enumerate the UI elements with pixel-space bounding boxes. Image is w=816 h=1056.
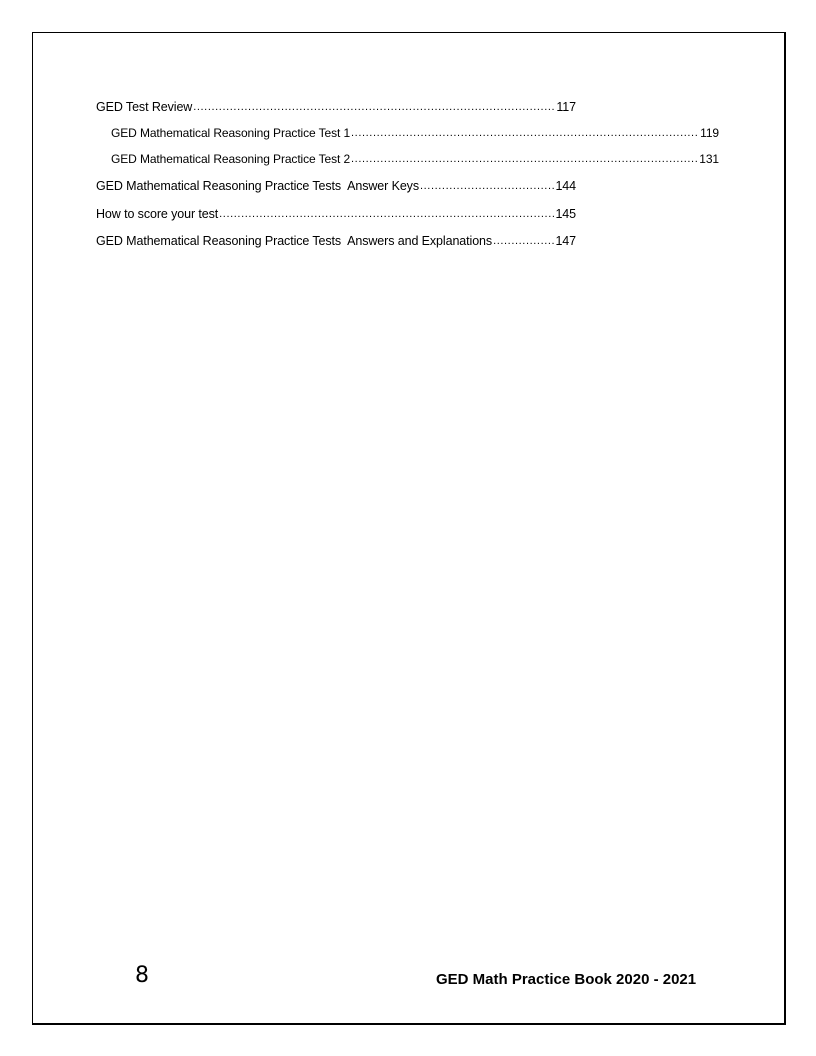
toc-dot-leader <box>420 177 554 190</box>
toc-entry-title: GED Mathematical Reasoning Practice Tests Answers and Explanations <box>96 233 493 248</box>
toc-entry-title: GED Mathematical Reasoning Practice Tests Answer Keys <box>96 178 419 193</box>
toc-dot-leader <box>351 125 699 137</box>
toc-dot-leader <box>219 205 554 218</box>
toc-entry-page: 117 <box>556 99 576 114</box>
toc-entry-answer-keys[interactable] <box>96 177 576 193</box>
toc-entry-page: 145 <box>555 206 576 221</box>
toc-dot-leader <box>351 151 698 163</box>
toc-entry-page: 131 <box>699 152 719 166</box>
toc-entry-title: GED Mathematical Reasoning Practice Test 1 <box>111 126 351 140</box>
toc-entry-page: 144 <box>555 178 576 193</box>
toc-entry-title: GED Test Review <box>96 99 193 114</box>
toc-entry-page: 147 <box>555 233 576 248</box>
toc-entry-how-to-score[interactable] <box>96 205 576 221</box>
toc-entry-answers-explanations[interactable] <box>96 232 576 248</box>
toc-entry-ged-test-review[interactable] <box>96 98 576 114</box>
toc-entry-title: How to score your test <box>96 206 219 221</box>
toc-entry-practice-test-1[interactable] <box>111 125 719 140</box>
toc-entry-title: GED Mathematical Reasoning Practice Test 2 <box>111 152 351 166</box>
footer-book-title: GED Math Practice Book 2020 - 2021 <box>436 971 697 988</box>
page-number: 8 <box>135 963 149 988</box>
toc-dot-leader <box>493 232 554 245</box>
toc-dot-leader <box>193 98 555 111</box>
toc-entry-page: 119 <box>700 126 719 140</box>
toc-entry-practice-test-2[interactable] <box>111 151 719 166</box>
